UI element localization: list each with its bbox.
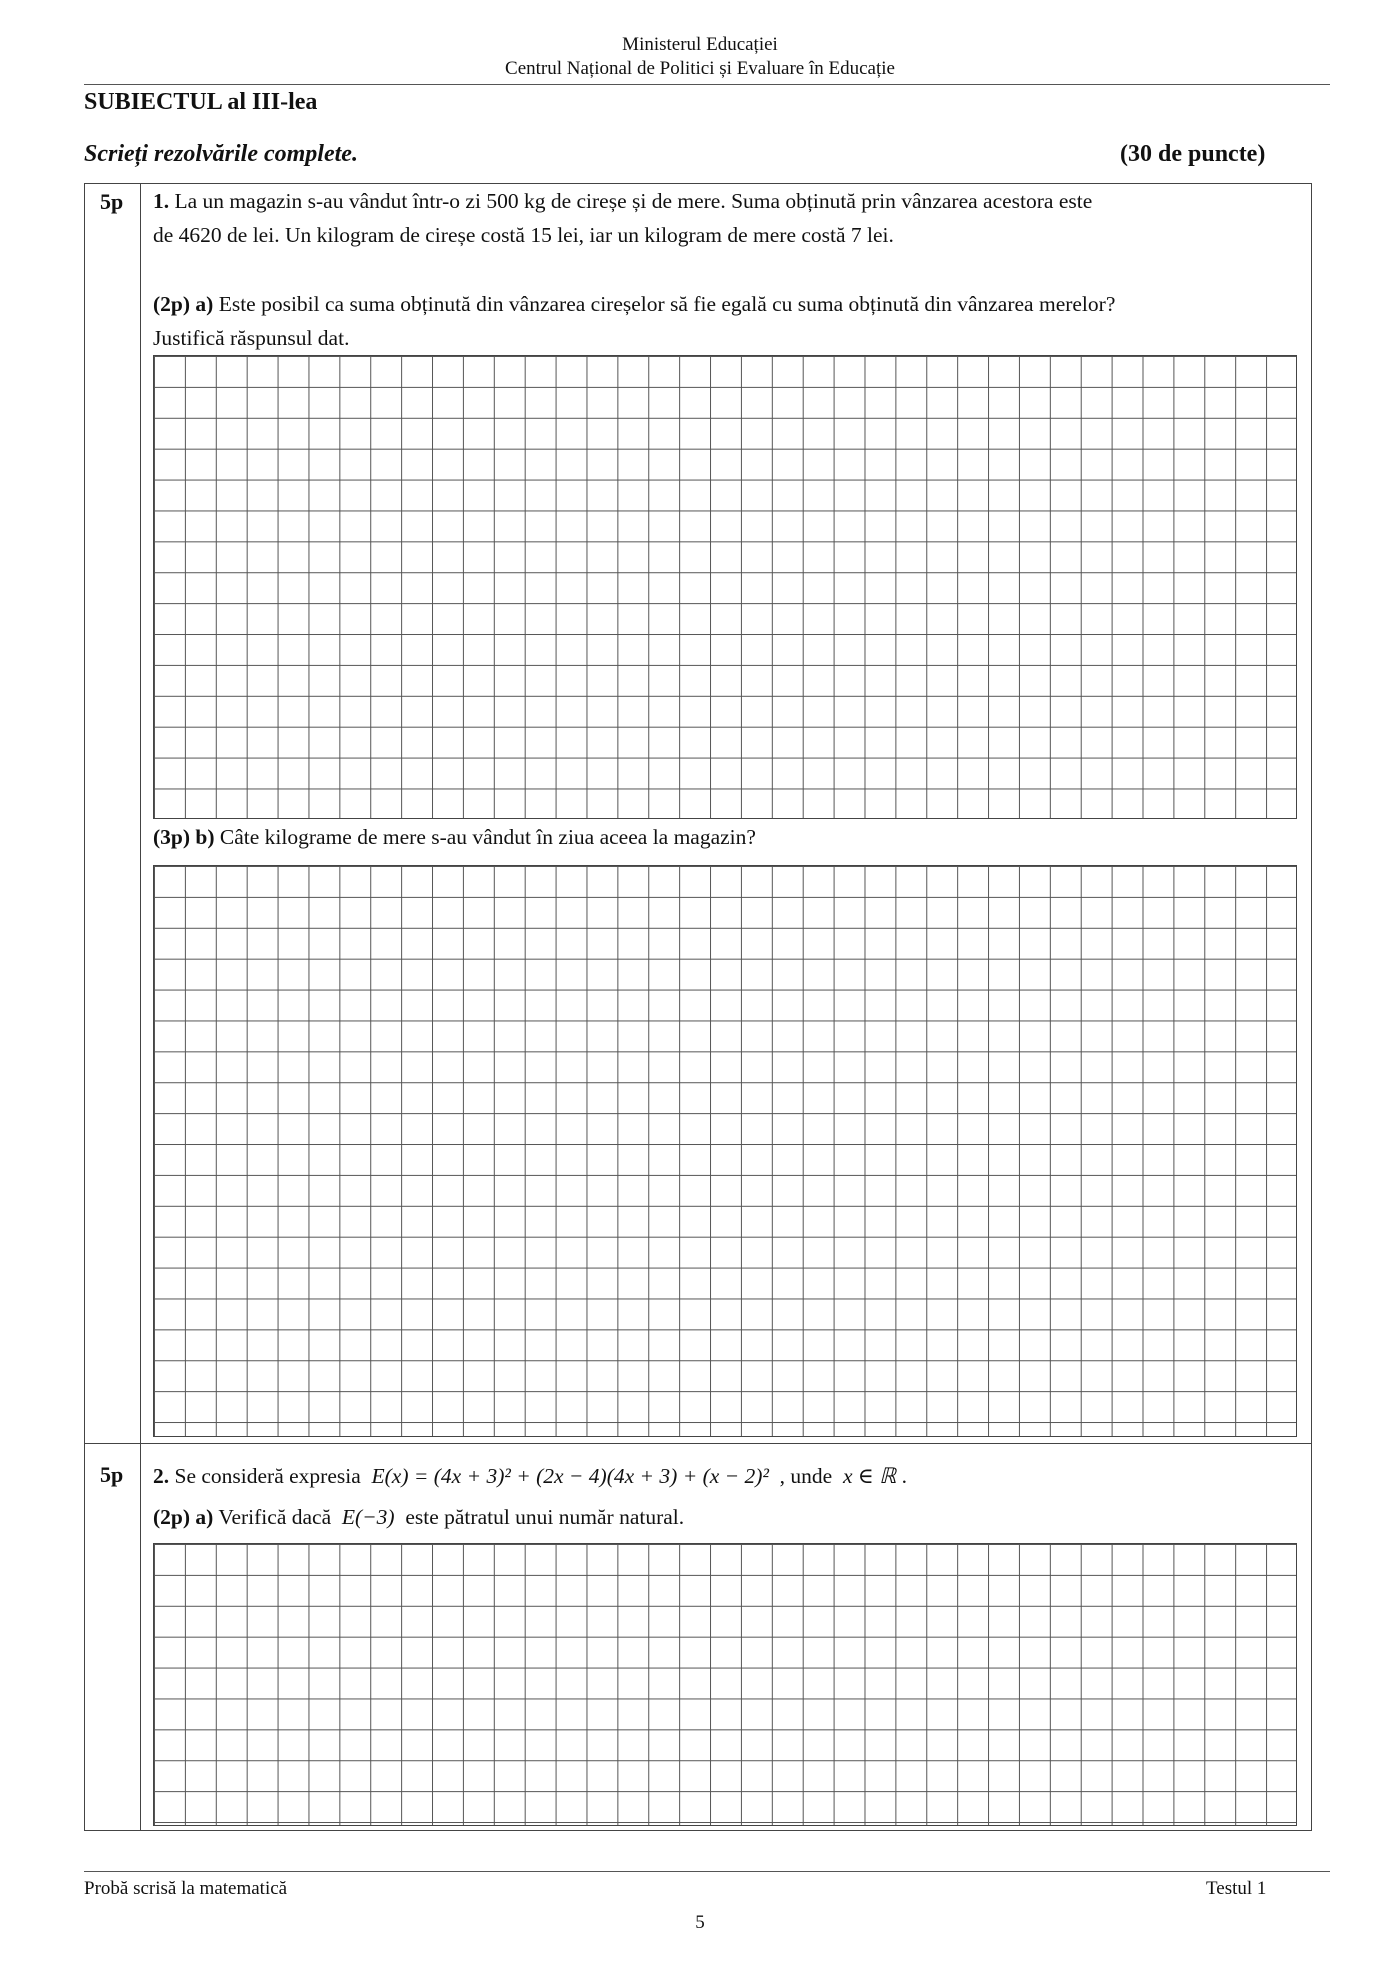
- page-number: 5: [695, 1912, 705, 1933]
- problem2-intro: Se consideră expresia: [174, 1464, 361, 1488]
- problem1a-text-line2: Justifică răspunsul dat.: [153, 326, 350, 350]
- problem2a-expr: E(−3): [341, 1505, 395, 1529]
- problem1-text-line1: La un magazin s-au vândut într-o zi 500 kg de cireșe și de mere. Suma obținută prin vânzarea acestora este: [174, 189, 1093, 213]
- problem2a-statement: [153, 1500, 1303, 1534]
- section-instruction: Scrieți rezolvările complete.: [84, 141, 358, 167]
- answer-grid-1a[interactable]: [153, 355, 1297, 819]
- header-ministry: Ministerul Educației: [622, 34, 778, 55]
- problem1-number: 1.: [153, 189, 170, 213]
- problem2-number: 2.: [153, 1464, 170, 1488]
- problem1b-points: (3p): [153, 825, 191, 849]
- section-points: (30 de puncte): [1120, 141, 1266, 167]
- problem1-points: 5p: [100, 189, 124, 214]
- problem2-expression: E(x) = (4x + 3)² + (2x − 4)(4x + 3) + (x − 2)²: [371, 1464, 769, 1488]
- footer-exam-name: Probă scrisă la matematică: [84, 1878, 288, 1899]
- problem-divider: [84, 1443, 1312, 1444]
- header-center: Centrul Național de Politici și Evaluare în Educație: [505, 58, 895, 79]
- problem2a-points: (2p): [153, 1505, 191, 1529]
- problem2a-text-before: Verifică dacă: [218, 1505, 332, 1529]
- problem1-statement: [153, 184, 1303, 252]
- problem2-domain-expr: x ∈ ℝ: [842, 1464, 897, 1488]
- problem1-text-line2: de 4620 de lei. Un kilogram de cireșe costă 15 lei, iar un kilogram de mere costă 7 lei.: [153, 223, 894, 247]
- section-title: SUBIECTUL al III-lea: [84, 89, 318, 115]
- footer-test-label: Testul 1: [1206, 1878, 1267, 1899]
- problem1b-text: Câte kilograme de mere s-au vândut în ziua aceea la magazin?: [219, 825, 756, 849]
- points-column-divider: [140, 183, 141, 1831]
- problem1a-label: a): [195, 292, 214, 316]
- problem2a-text-after: este pătratul unui număr natural.: [405, 1505, 685, 1529]
- problem2-points: 5p: [100, 1462, 124, 1487]
- problem1b-label: b): [195, 825, 215, 849]
- problem1a-statement: [153, 287, 1303, 355]
- footer-rule: [84, 1871, 1330, 1872]
- header-rule: [84, 84, 1330, 85]
- problem1b-statement: [153, 820, 1303, 854]
- problem1a-points: (2p): [153, 292, 191, 316]
- answer-grid-2a[interactable]: [153, 1543, 1297, 1826]
- answer-grid-1b[interactable]: [153, 865, 1297, 1437]
- problem2a-label: a): [195, 1505, 214, 1529]
- problem2-statement: 2. Se consideră expresia E(x) = (4x + 3)² + (2x − 4)(4x + 3) + (x − 2)² , unde x ∈ ℝ .: [153, 1464, 907, 1488]
- problem1a-text-line1: Este posibil ca suma obținută din vânzarea cireșelor să fie egală cu suma obținută din vânzarea merelor?: [218, 292, 1116, 316]
- problem2-domain-text: , unde: [779, 1464, 833, 1488]
